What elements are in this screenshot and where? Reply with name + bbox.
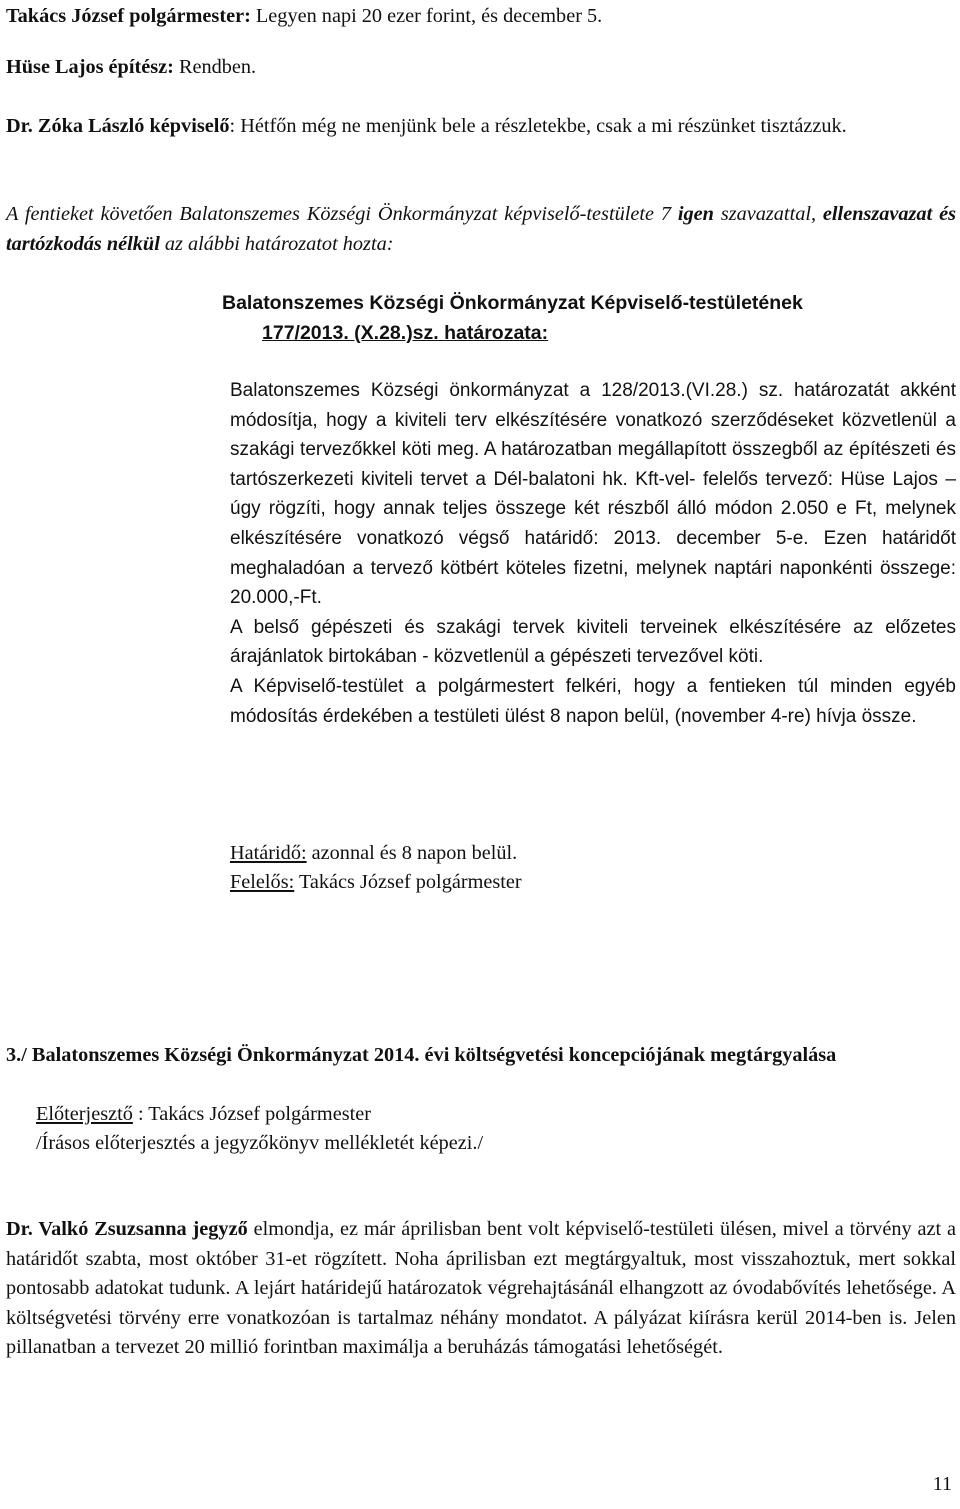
deadline-line	[230, 839, 956, 869]
paragraph-notary	[6, 1215, 956, 1363]
vote-intro: A fentieket követően Balatonszemes Községi Önkormányzat képviselő-testülete 7 igen szavazattal, ellenszavazat és tartózkodás nélkül az alábbi határozatot hozta:	[6, 203, 956, 255]
page-number: 11	[932, 1473, 952, 1495]
paragraph-mayor	[6, 2, 956, 32]
presenter-label: Előterjesztő	[36, 1103, 133, 1125]
presenter-value: : Takács József polgármester	[132, 1103, 371, 1125]
responsible-label: Felelős:	[230, 871, 295, 893]
paragraph-architect	[6, 53, 956, 83]
responsible-line	[230, 868, 956, 898]
resolution-paragraph-3: A Képviselő-testület a polgármestert felkéri, hogy a fentieken túl minden egyéb módosítás érdekében a testületi ülést 8 napon belül, (november 4-re) hívja össze.	[230, 675, 956, 727]
agenda-item-title: 3./ Balatonszemes Községi Önkormányzat 2014. évi költségvetési koncepciójának megtárgyalása	[6, 1044, 837, 1066]
resolution-body	[230, 376, 956, 731]
speaker-name: Takács József polgármester:	[6, 5, 251, 27]
speech-text: : Hétfőn még ne menjünk bele a részletekbe, csak a mi részünket tisztázzuk.	[229, 115, 847, 137]
speaker-name: Dr. Valkó Zsuzsanna jegyző	[6, 1218, 248, 1240]
deadline-value: azonnal és 8 napon belül.	[306, 842, 518, 864]
responsible-value: Takács József polgármester	[294, 871, 522, 893]
resolution-title-line1: Balatonszemes Községi Önkormányzat Képviselő-testületének	[222, 292, 803, 314]
speaker-name: Dr. Zóka László képviselő	[6, 115, 230, 137]
speech-text: elmondja, ez már áprilisban bent volt képviselő-testületi ülésen, mivel a törvény azt a határidőt szabta, most október 31-et rögzített. Noha áprilisban ezt megtárgyaltuk, most visszahoztuk, mert sokkal pontosabb adatokat tudunk. A lejárt határidejű határozatok végrehajtásánál elhangzott az óvodabővítés lehetősége. A költségvetési törvény erre vonatkozóan is tartalmaz néhány mondatot. A pályázat kiírásra kerül 2014-ben is. Jelen pillanatban a tervezet 20 millió forintban maximálja a beruházás támogatási lehetőségét.	[6, 1218, 956, 1359]
speech-text: Rendben.	[173, 56, 257, 78]
presenter-line	[36, 1100, 936, 1130]
resolution-title-line2: 177/2013. (X.28.)sz. határozata:	[262, 322, 549, 344]
speech-text: Legyen napi 20 ezer forint, és december 5.	[250, 5, 603, 27]
written-proposal-note: /Írásos előterjesztés a jegyzőkönyv mellékletét képezi./	[36, 1132, 484, 1154]
speaker-name: Hüse Lajos építész:	[6, 56, 174, 78]
paragraph-representative	[6, 112, 956, 142]
resolution-paragraph-1: Balatonszemes Községi önkormányzat a 128/2013.(VI.28.) sz. határozatát akként módosítja, hogy a kiviteli terv elkészítésére vonatkozó szerződéseket közvetlenül a szakági tervezőkkel köti meg. A határozatban megállapított összegből az építészeti és tartószerkezeti kiviteli tervet a Dél-balatoni hk. Kft-vel- felelős tervező: Hüse Lajos – úgy rögzíti, hogy annak teljes összege két részből álló módon 2.050 e Ft, melynek elkészítésére vonatkozó végső határidő: 2013. december 5-e. Ezen határidőt meghaladóan a tervező kötbért köteles fizetni, melynek naptári naponkénti összege: 20.000,-Ft.	[230, 380, 956, 609]
resolution-paragraph-2: A belső gépészeti és szakági tervek kiviteli terveinek elkészítésére az előzetes árajánlatok birtokában - közvetlenül a gépészeti tervezővel köti.	[230, 616, 956, 668]
deadline-label: Határidő:	[230, 842, 307, 864]
